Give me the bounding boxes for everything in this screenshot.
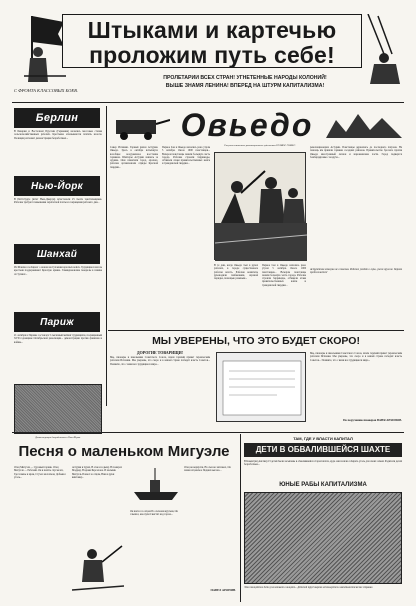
city-newyork-header: Нью-Йорк [14, 176, 100, 196]
masthead-flag-drawing [24, 16, 66, 82]
we-believe-text-right: Мы, пионеры и школьники Советского Союза, шлем горячий привет героическим рабочим Испании. Мы уверены, что скоро и в вашей стране победит власть Советов... Помните, что с вами все трудящиеся мира... [310, 352, 402, 362]
masthead-headline [62, 14, 362, 68]
unemployed-demo-photo [14, 384, 102, 434]
oviedo-banner-drawing-right [326, 110, 402, 140]
song-section [12, 434, 238, 600]
song-title: Песня о маленьком Мигуэле [18, 443, 230, 460]
left-column-divider [106, 106, 107, 406]
song-divider [240, 434, 241, 602]
we-believe-section [108, 332, 404, 430]
masthead-left-caption: С ФРОНТА КЛАССОВЫХ БОЕВ. [14, 88, 79, 93]
masthead-soldiers-drawing [364, 14, 404, 84]
oviedo-col2-text: Первое бои в Овьедо начались рано утром 5 октября. Около 1000 повстанцев... Вечером повстанцы заняли большую часть города. Рабочие строили баррикады, отбивали атаки правительственных войск и гражданской гвардии... [162, 146, 210, 166]
capitalism-text: В Ковентри (Англия) 13 детей были засыпаны в обвалившейся старой шахте, куда они пошли собирать уголь для своих семей. Родители детей безработные... [244, 460, 402, 467]
city-paris-text: 21 октября в Париже состоялся 5-тысячный митинг трудящихся, посвященный XVII годовщине Октябрьской революции... демонстрации против фашизма и войны... [14, 334, 102, 344]
we-believe-subhead: ДОРОГИЕ ТОВАРИЩИ! [136, 350, 184, 355]
headline-line2: проложим путь себе! [89, 42, 335, 68]
we-believe-text: Мы, пионеры и школьники Советского Союза, шлем горячий привет героическим рабочим Испании. Мы уверены, что скоро и в вашей стране победит власть Советов... Помните, что с вами все трудящиеся мира... [110, 356, 210, 366]
unemployed-demo-caption: Демонстрация безработных в Нью-Йорке. [35, 436, 81, 439]
song-author: ПАВЕЛ АРОНИН. [210, 588, 236, 592]
child-laborers-photo [244, 492, 402, 584]
oviedo-illustration-caption: Рисунок испанского революционного художника ГЕЛИОС ГОМЕС. [224, 144, 296, 147]
song-col1: Отец Мигуэля — Суровый горняк. Отец Мигуэля — Рабочий. Он в шахты спускался, Где темень и мрак, Стучал молотком, Добывал уголь... [14, 466, 66, 479]
oviedo-title: Овьедо [180, 107, 314, 143]
song-soldier-drawing [72, 542, 124, 594]
song-col4: Отец не вернулся, Но сын не заплакал, Он знамя отцовское Поднял высоко... [184, 466, 231, 473]
oviedo-illustration [214, 152, 306, 260]
oviedo-banner-drawing [110, 110, 170, 140]
city-newyork-text: В Питтсбурге (штат Нью-Джерси) забастовали 25 тысяч текстильщиков. Рабочие требуют повышения заработной платы и сокращения рабочего дня... [14, 198, 102, 205]
city-paris-header: Париж [14, 312, 100, 332]
left-news-column [12, 106, 104, 404]
capitalism-section [242, 434, 404, 600]
masthead-divider [12, 102, 404, 103]
we-believe-bottom-divider [12, 432, 404, 433]
city-shanghai-header: Шанхай [14, 244, 100, 264]
oviedo-col3b-text: Первое бои в Овьедо начались рано утром 5 октября. Около 1000 повстанцев... Вечером повстанцы заняли большую часть города. Рабочие строили баррикады, отбивали атаки правительственных войск и гражданской гвардии... [262, 264, 306, 287]
capitalism-subhead: ЮНЫЕ РАБЫ КАПИТАЛИЗМА [279, 482, 367, 488]
city-berlin-header: Берлин [14, 108, 100, 128]
oviedo-col3-text: В те дни, когда Овьедо был в руках рабочих, в городе существовала рабочая власть. Рабочие комитеты руководили снабжением, охраной порядка, помощью раненым... [214, 264, 258, 281]
masthead-slogan [130, 74, 360, 90]
song-col3: Он шагал за отцом По склонам крутым, Он слышал, как пули Свистят над горою... [130, 510, 178, 517]
headline-line1: Штыками и картечью [87, 17, 337, 43]
masthead [0, 0, 416, 108]
oviedo-quote-text: Астурийская коммуна не сломлена. Рабочие уходят в горы, унося оружие. Борьба продолжается! [310, 268, 402, 275]
slogan-line2: ВЫШЕ ЗНАМЯ ЛЕНИНА! ВПЕРЕД НА ШТУРМ КАПИТАЛИЗМА! [165, 83, 325, 89]
capitalism-headline: ДЕТИ В ОБВАЛИВШЕЙСЯ ШАХТЕ [244, 443, 402, 457]
oviedo-col1-text: Север Испании. Горный район Астурии. Овьедо. Здесь в октябре вспыхнуло всеобщее вооруженное восстание горняков. Шахтеры Астурии взялись за оружие. Они захватили город, арсенал, рабочие организовали отряды Красной гвардии... [110, 146, 158, 169]
we-believe-signature: По поручению пионеров ВАНЯ АРХИПОВ. [343, 418, 402, 422]
oviedo-bottom-divider [108, 330, 404, 331]
city-shanghai-text: Из Шанхая сообщают о новом наступлении красных войск. Трудящиеся массы крестьян поддерживают Красную армию. Гоминдановские генералы в панике отступают... [14, 266, 102, 276]
capitalism-photo-caption: Эти полицейские дети угля копают в нищете... Детский труд широко используется в капиталистических странах. [244, 586, 374, 589]
oviedo-section [108, 106, 404, 330]
city-berlin-text: В Баварии и Восточной Пруссии (Германия) начались массовые стачки сельскохозяйственных рабочих. Крестьяне отказываются платить налоги. Полиция разгоняет демонстрации безработных... [14, 130, 102, 140]
oviedo-col4-text: революционерам Астурии. Повстанцы держались до последнего патрона. На помощь им пришли горняки соседних районов. Правительство бросило против Овьедо иностранный легион и марокканские части. Город подвергся бомбардировке с воздуха... [310, 146, 402, 159]
song-col2: Астурия в бурях, В огне и в дыму. В пожарах Мадрид, В крови Барселона. И мальчик Мигуэль Пошел за отцом, Взяв в руки винтовку... [72, 466, 122, 479]
capitalism-kicker: ТАМ, ГДЕ У ВЛАСТИ КАПИТАЛ [293, 436, 353, 441]
slogan-line1: ПРОЛЕТАРИИ ВСЕХ СТРАН! УГНЕТЕННЫЕ НАРОДЫ КОЛОНИЙ! [163, 75, 327, 81]
we-believe-letter-image [216, 352, 306, 422]
we-believe-headline: МЫ УВЕРЕНЫ, ЧТО ЭТО БУДЕТ СКОРО! [152, 335, 360, 347]
song-ship-drawing [130, 466, 182, 506]
